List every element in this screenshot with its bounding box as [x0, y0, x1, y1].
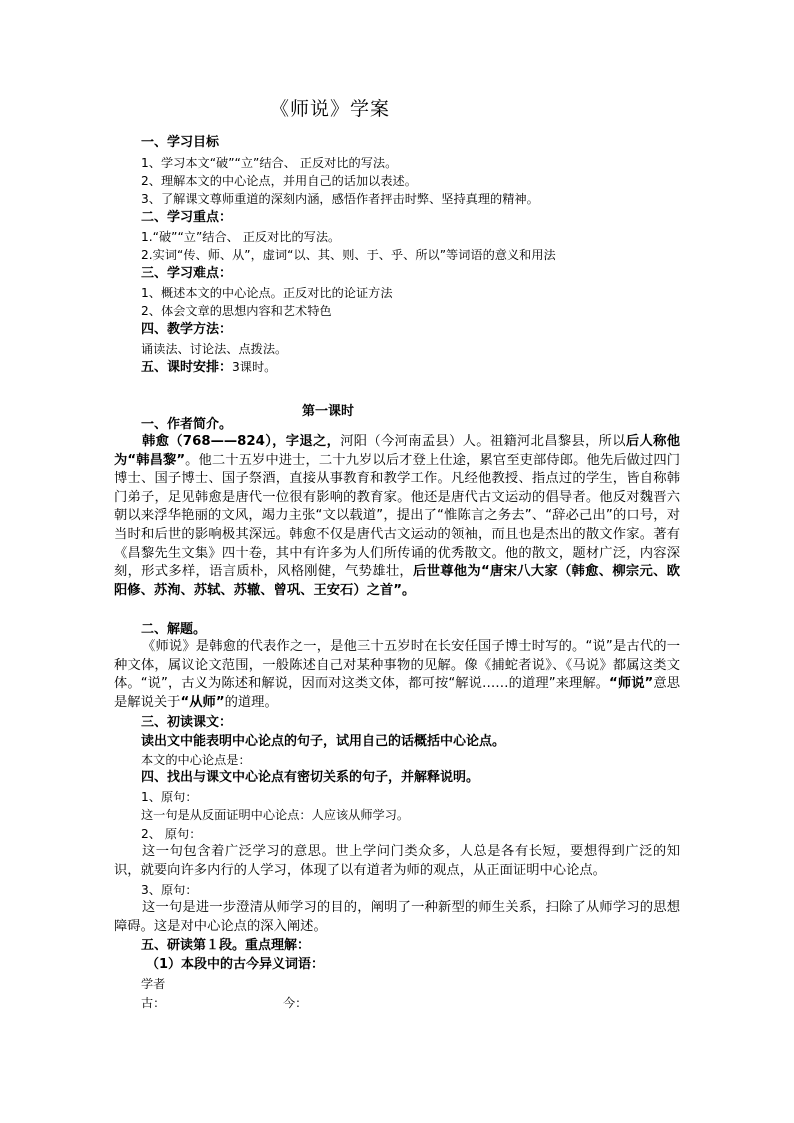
- read-answer-label: 本文的中心论点是：: [141, 753, 251, 767]
- jieti-text: 《师说》是韩愈的代表作之一，是他三十五岁时在长安任国子博士时写的。“说”是古代的一种文体，属议论文范围，一般陈述自己对某种事物的见解。像《捕蛇者说》、《马说》都属这类文体。“说”，古义为陈述和解说，因而对这类文体，都可按“解说……的道理”来理解。: [114, 639, 680, 692]
- focus-item-1: 1.“破”“立”结合、 正反对比的写法。: [141, 230, 341, 244]
- read-heading: 三、初读课文：: [141, 715, 233, 730]
- lesson-title: 第一课时: [302, 404, 355, 419]
- author-name: 韩愈（768——824），字退之，: [142, 434, 341, 449]
- doc-title: 《师说》学案: [270, 98, 391, 120]
- schedule-line: [141, 358, 276, 377]
- author-alias: 后人称他为“韩昌黎”: [114, 434, 680, 468]
- ancient-meaning-label: 古：: [141, 996, 166, 1010]
- author-honor: 后世尊他为“唐宋八大家（韩愈、柳宗元、欧阳修、苏洵、苏轼、苏辙、曾巩、王安石）之首”。: [114, 564, 680, 598]
- goal-item-1: 1、学习本文“破”“立”结合、 正反对比的写法。: [141, 156, 398, 170]
- jieti-paragraph: [114, 638, 680, 712]
- section-5-heading: 五、课时安排：: [141, 360, 233, 375]
- difficulty-item-2: 2、体会文章的思想内容和艺术特色: [141, 304, 332, 318]
- section-3-heading: 三、学习难点：: [141, 266, 233, 281]
- goal-item-2: 2、理解本文的中心论点，并用自己的话加以表述。: [141, 174, 417, 188]
- question-1-label: 1、原句：: [141, 790, 198, 804]
- jieti-text-2: 意思是解说关于: [114, 676, 681, 710]
- find-heading: 四、找出与课文中心论点有密切关系的句子，并解释说明。: [141, 770, 480, 785]
- method-text: 诵读法、讨论法、点拨法。: [141, 342, 288, 356]
- question-2-label: 2、 原句：: [141, 827, 202, 841]
- section-2-heading: 二、学习重点：: [141, 210, 233, 225]
- read-task: 读出文中能表明中心论点的句子，试用自己的话概括中心论点。: [141, 734, 506, 749]
- author-bio: 。他二十五岁中进士，二十九岁以后才登上仕途，累官至吏部侍郎。他先后做过四门博士、国子博士、国子祭酒，直接从事教育和教学工作。凡经他教授、指点过的学生，皆自称韩门弟子，足见韩愈是唐代一位很有影响的教育家。他还是唐代古文运动的倡导者。他反对魏晋六朝以来浮华艳丽的文风，竭力主张“文以载道”，提出了“惟陈言之务去”、“辞必己出”的口号，对当时和后世的影响极其深远。韩愈不仅是唐代古文运动的领袖，而且也是杰出的散文作家。著有《昌黎先生文集》四十卷，其中有许多为人们所传诵的优秀散文。他的散文，题材广泛，内容深刻，形式多样，语言质朴，风格刚健，气势雄壮，: [114, 452, 681, 580]
- jieti-term: “师说”: [609, 676, 654, 692]
- question-3-label: 3、原句：: [141, 883, 198, 897]
- goal-item-3: 3、了解课文尊师重道的深刻内涵，感悟作者抨击时弊、坚持真理的精神。: [141, 192, 539, 206]
- author-heading: 一、作者简介。: [141, 417, 233, 432]
- jieti-heading: 二、解题。: [141, 622, 207, 637]
- focus-item-2: 2.实词“传、师、从”，虚词“以、其、则、于、乎、所以”等词语的意义和用法: [141, 248, 556, 262]
- difficulty-item-1: 1、概述本文的中心论点。正反对比的论证方法: [141, 286, 393, 300]
- author-paragraph: [114, 433, 680, 600]
- question-1-text: 这一句是从反面证明中心论点：人应该从师学习。: [141, 808, 410, 822]
- section-1-heading: 一、学习目标: [141, 135, 220, 150]
- author-origin: 河阳（今河南孟县）人。祖籍河北昌黎县，所以: [340, 434, 626, 449]
- study-heading: 五、研读第１段。重点理解：: [141, 938, 311, 953]
- study-subheading: （1）本段中的古今异义词语：: [146, 957, 325, 972]
- section-4-heading: 四、教学方法：: [141, 322, 233, 337]
- jieti-text-3: 的道理。: [224, 694, 278, 710]
- jieti-term-2: “从师”: [180, 694, 225, 710]
- question-3-text: 这一句是进一步澄清从师学习的目的，阐明了一种新型的师生关系，扫除了从师学习的思想障碍。这是对中心论点的深入阐述。: [114, 900, 680, 934]
- word-label: 学者: [141, 977, 166, 991]
- modern-meaning-label: 今：: [283, 996, 308, 1010]
- schedule-text: 3课时。: [232, 360, 277, 374]
- question-2-text: 这一句包含着广泛学习的意思。世上学问门类众多，人总是各有长短，要想得到广泛的知识，就要向许多内行的人学习，体现了以有道者为师的观点，从正面证明中心论点。: [114, 844, 680, 878]
